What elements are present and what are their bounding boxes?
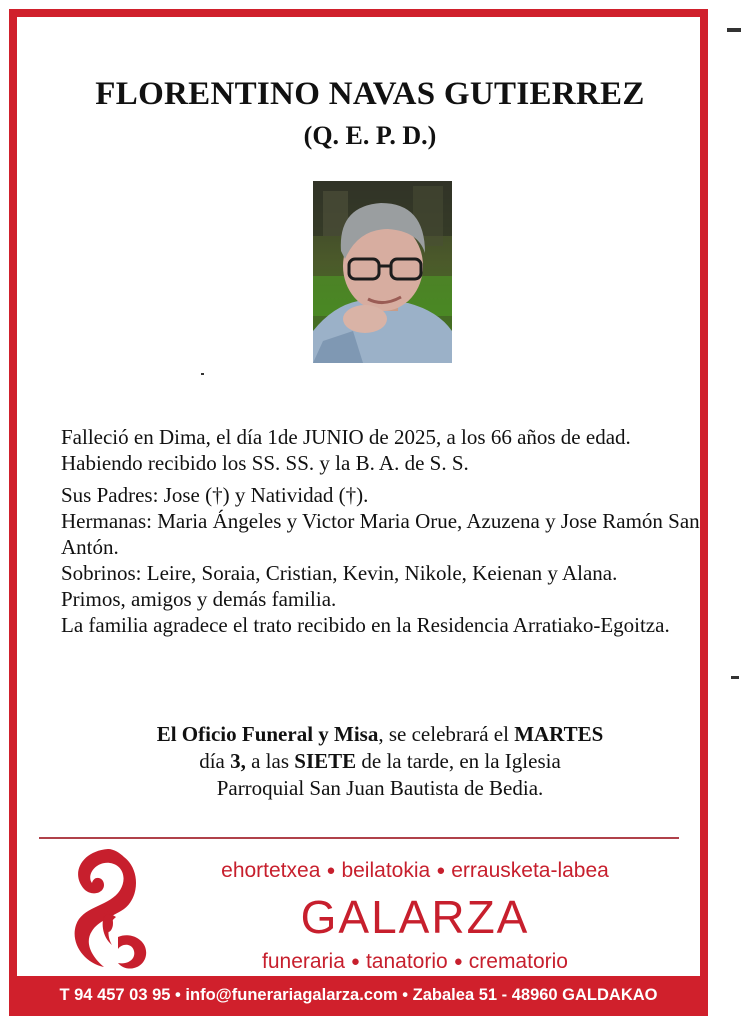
company-contact: T 94 457 03 95 • info@funerariagalarza.com • Zabalea 51 - 48960 GALDAKAO — [59, 986, 658, 1004]
galarza-scroll-logo-icon — [62, 845, 154, 975]
funeral-text: , se celebrará el — [378, 722, 515, 746]
bullet-dot-icon: ● — [453, 953, 463, 970]
scan-speck — [727, 28, 741, 32]
tagline-item: crematorio — [468, 950, 568, 973]
funeral-text: de la tarde, en la Iglesia — [356, 749, 561, 773]
tagline-item: tanatorio — [365, 950, 448, 973]
funeral-line-3: Parroquial San Juan Bautista de Bedia. — [216, 776, 544, 800]
death-announcement: Falleció en Dima, el día 1de JUNIO de 2025, a los 66 años de edad. Habiendo recibido los SS. SS. y la B. A. de S. S. — [61, 425, 631, 475]
divider-line — [39, 837, 679, 839]
funeral-line-1 — [40, 721, 720, 748]
siblings-line: Hermanas: Maria Ángeles y Victor Maria Orue, Azuzena y Jose Ramón San Antón. — [61, 509, 700, 559]
cousins-line: Primos, amigos y demás familia. — [61, 587, 337, 611]
company-tagline-spanish — [160, 950, 670, 974]
funeral-mass-label: El Oficio Funeral y Misa — [156, 722, 379, 746]
scan-speck — [731, 676, 739, 679]
scan-speck — [201, 373, 204, 375]
nephews-line: Sobrinos: Leire, Soraia, Cristian, Kevin, Nikole, Keienan y Alana. — [61, 561, 618, 585]
tagline-item: errausketa-labea — [451, 859, 609, 882]
parents-line: Sus Padres: Jose (†) y Natividad (†). — [61, 483, 369, 507]
thanks-line: La familia agradece el trato recibido en la Residencia Arratiako-Egoitza. — [61, 613, 670, 637]
funeral-text: día — [199, 749, 231, 773]
funeral-details — [40, 721, 720, 802]
funeral-weekday: MARTES — [514, 722, 604, 746]
company-tagline-basque — [160, 859, 670, 883]
bullet-dot-icon: ● — [436, 862, 446, 879]
funeral-hour: SIETE — [294, 749, 357, 773]
tagline-item: beilatokia — [341, 859, 431, 882]
notice-body — [61, 424, 701, 638]
qepd-label: (Q. E. P. D.) — [303, 121, 437, 150]
company-name: GALARZA — [300, 891, 530, 943]
funeral-text: a las — [245, 749, 295, 773]
deceased-name: FLORENTINO NAVAS GUTIERREZ — [95, 76, 645, 112]
funeral-day: 3, — [230, 749, 246, 773]
bullet-dot-icon: ● — [350, 953, 360, 970]
tagline-item: funeraria — [262, 950, 345, 973]
bullet-dot-icon: ● — [326, 862, 336, 879]
portrait-photo — [313, 181, 452, 363]
funeral-line-2 — [40, 748, 720, 775]
tagline-item: ehortetxea — [221, 859, 321, 882]
